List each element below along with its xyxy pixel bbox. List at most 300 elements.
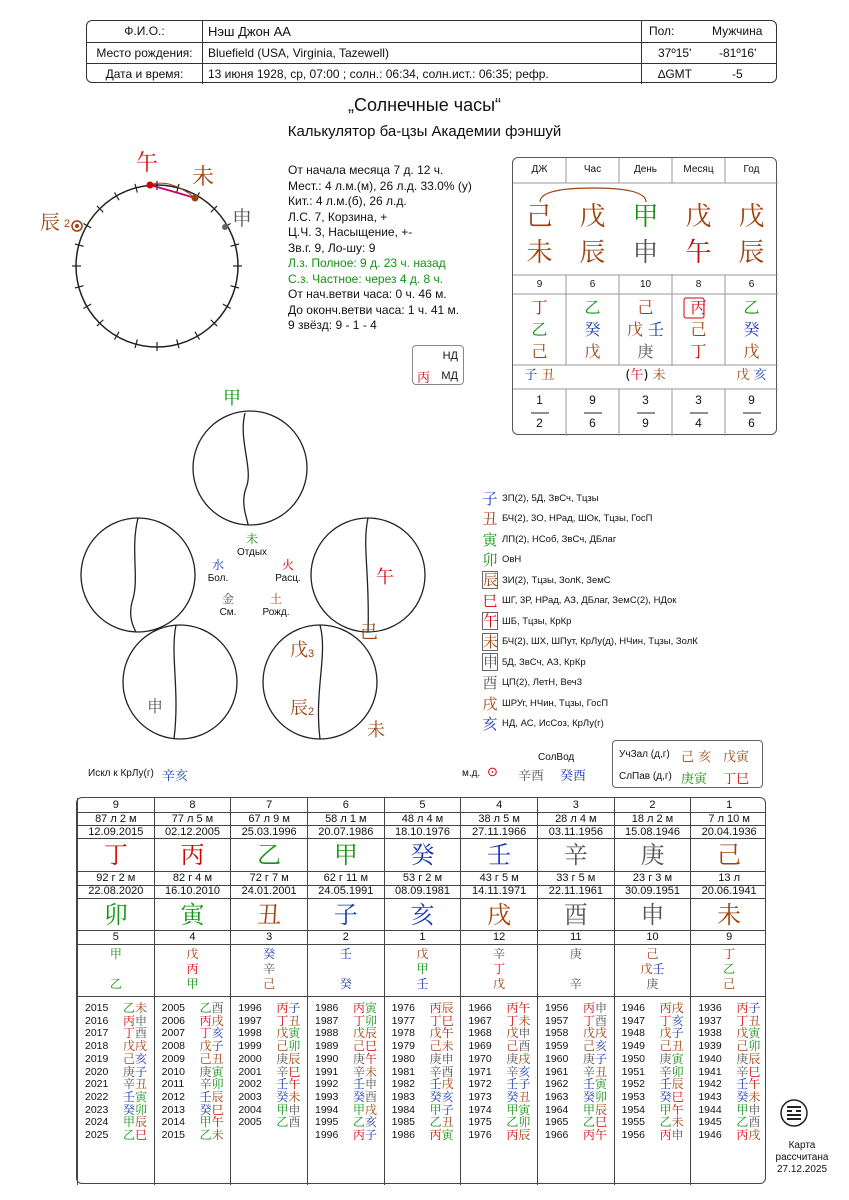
luck-year-glyphs: 丙辰 (429, 1001, 454, 1015)
legend-row (482, 632, 698, 653)
luck-hidden-stem: 丁 (493, 962, 506, 976)
footer-note: Карта рассчитана 27.12.2025 (775, 1140, 829, 1175)
luck-year-glyphs: 甲寅 (506, 1102, 531, 1117)
fio-label: Ф.И.О.: (124, 24, 165, 38)
luck-year: 1996 (238, 1002, 262, 1014)
pillar-stem: 己 (526, 202, 553, 232)
luck-year: 1967 (468, 1014, 492, 1027)
luck-year-glyphs: 丙寅 (429, 1128, 454, 1142)
luck-year-glyphs: 戊戌 (583, 1026, 608, 1041)
luck-stem: 丁 (103, 841, 128, 869)
luck-year-glyphs: 丁酉 (583, 1013, 608, 1028)
fraction-bottom: 2 (536, 416, 543, 430)
luck-year-glyphs: 丁丑 (736, 1013, 761, 1028)
solvod-glyphs2: 癸酉 (560, 769, 587, 784)
legend-row (482, 652, 698, 673)
luck-hidden-stem: 己 (723, 977, 736, 991)
luck-year: 1954 (621, 1103, 646, 1116)
five-br-sub2: 2 (308, 706, 315, 718)
info-block (288, 163, 472, 334)
luck-index: 9 (112, 799, 119, 811)
luck-date-branch: 22.11.1961 (548, 885, 603, 897)
luck-year-glyphs: 丙辰 (506, 1128, 531, 1142)
luck-year: 1985 (391, 1116, 416, 1129)
luck-year-glyphs: 己卯 (276, 1039, 301, 1054)
luck-year: 1986 (391, 1129, 416, 1141)
luck-year: 2019 (85, 1052, 109, 1065)
luck-year: 1995 (315, 1116, 339, 1129)
luck-year: 1980 (391, 1052, 416, 1065)
branch-legend (482, 488, 698, 734)
luck-branch: 申 (640, 901, 665, 929)
luck-year-glyphs: 乙巳 (123, 1128, 148, 1142)
luck-year-glyphs: 庚申 (429, 1051, 454, 1066)
luck-stem: 辛 (563, 841, 588, 869)
luck-branch-number: 10 (646, 931, 659, 943)
luck-year: 1937 (698, 1014, 722, 1027)
luck-year-glyphs: 己亥 (583, 1039, 608, 1054)
luck-branch-number: 12 (493, 931, 506, 943)
luck-year-glyphs: 丙申 (583, 1001, 608, 1015)
pillar-hidden-stem: 乙 (743, 298, 760, 317)
clock-top-glyph: 午 (136, 151, 159, 176)
luck-column (614, 798, 691, 1185)
luck-year: 1965 (545, 1116, 569, 1129)
luck-age-start: 18 л 2 м (631, 813, 674, 825)
luck-year-glyphs: 丙子 (276, 1001, 301, 1015)
luck-year: 1975 (468, 1116, 492, 1129)
info-line: Зв.г. 9, Ло-шу: 9 (288, 240, 376, 255)
luck-year: 2000 (238, 1052, 262, 1065)
luck-hidden-stem: 戊 (493, 977, 506, 991)
luck-index: 6 (342, 799, 349, 811)
luck-year: 2002 (238, 1078, 262, 1091)
pillar-hidden-stem: 癸 (743, 320, 760, 339)
luck-year-glyphs: 癸卯 (123, 1102, 148, 1117)
luck-branch: 卯 (103, 901, 128, 929)
luck-hidden-stem: 丙 (186, 962, 199, 976)
luck-year-glyphs: 乙未 (123, 1001, 148, 1015)
info-line: От начала месяца 7 д. 12 ч. (288, 163, 444, 177)
luck-hidden-stem: 乙 (109, 977, 122, 991)
pillar-number: 10 (639, 279, 652, 290)
luck-year-glyphs: 癸酉 (353, 1089, 378, 1104)
luck-year: 1966 (468, 1002, 492, 1014)
luck-hidden-stem: 戊壬 (640, 962, 665, 976)
luck-year: 1938 (698, 1027, 722, 1040)
legend-glyph: 亥 (482, 715, 498, 734)
info-line: До оконч.ветви часа: 1 ч. 41 м. (288, 302, 460, 317)
five-outer-br: 未 (367, 720, 385, 741)
luck-branch-number: 2 (342, 931, 349, 943)
luck-year: 1943 (698, 1090, 722, 1103)
luck-year-glyphs: 乙未 (659, 1115, 684, 1130)
luck-date-branch: 24.01.2001 (241, 885, 297, 897)
luck-year-glyphs: 乙未 (199, 1128, 224, 1142)
info-line: Л.з. Полное: 9 д. 23 ч. назад (288, 256, 446, 270)
pillar-hidden-stem: 己 (637, 298, 654, 317)
luck-index: 4 (496, 799, 503, 811)
luck-year-glyphs: 庚寅 (659, 1051, 684, 1066)
pillar-number: 6 (748, 279, 755, 290)
pillar-hidden-stem: 己 (531, 342, 548, 361)
luck-age-start: 67 л 9 м (248, 813, 290, 825)
clock-left-sub: 2 (64, 218, 71, 230)
pillar-header: День (633, 164, 658, 175)
luck-year-glyphs: 甲戌 (353, 1102, 378, 1117)
datetime-label: Дата и время: (105, 67, 184, 81)
luck-hidden-stem: 庚 (646, 977, 659, 991)
luck-year-glyphs: 甲申 (736, 1102, 761, 1117)
luck-date-start: 12.09.2015 (88, 826, 144, 838)
luck-year-glyphs: 丁亥 (659, 1013, 684, 1028)
luck-year-glyphs: 戊寅 (736, 1026, 761, 1041)
luck-year: 1963 (545, 1090, 569, 1103)
luck-year-glyphs: 戊子 (659, 1026, 684, 1041)
luck-year: 1988 (315, 1027, 339, 1040)
pillar-header: Час (583, 164, 602, 175)
luck-hidden-stem: 乙 (723, 962, 736, 976)
luck-year-glyphs: 丁丑 (276, 1013, 301, 1028)
luck-stem: 壬 (487, 841, 512, 869)
luck-year: 1977 (391, 1014, 416, 1027)
legend-glyph: 巳 (482, 592, 498, 611)
luck-year-glyphs: 甲午 (199, 1115, 224, 1130)
luck-year-glyphs: 己丑 (199, 1051, 224, 1066)
luck-year-glyphs: 丙申 (123, 1013, 148, 1028)
legend-glyph: 未 (483, 632, 499, 651)
luck-stem: 癸 (410, 841, 435, 869)
pillar-number: 6 (589, 279, 596, 290)
pillar-hidden-stem: 乙 (531, 320, 548, 339)
luck-pillars-table (76, 797, 766, 1184)
luck-date-start: 03.11.1956 (548, 826, 603, 838)
luck-age-branch: 92 г 2 м (96, 872, 136, 884)
luck-year: 1952 (621, 1078, 646, 1091)
md-glyph: 丙 (417, 371, 431, 386)
legend-text: НД, АС, ИсСоз, КрЛу(г) (502, 718, 604, 730)
luck-index: 1 (726, 799, 733, 811)
luck-year: 1987 (315, 1014, 339, 1027)
luck-year-glyphs: 己丑 (659, 1039, 684, 1054)
legend-row (482, 611, 698, 632)
luck-year-glyphs: 庚寅 (199, 1064, 224, 1079)
legend-text: БЧ(2), 3О, НРад, ШОк, Тцзы, ГосП (502, 513, 653, 525)
info-line: Л.С. 7, Корзина, + (288, 209, 388, 224)
luck-date-start: 18.10.1976 (394, 826, 451, 838)
luck-year: 2011 (161, 1078, 185, 1091)
luck-year-glyphs: 癸未 (736, 1089, 761, 1104)
luck-year: 2012 (161, 1090, 186, 1103)
legend-glyph: 子 (482, 489, 498, 508)
legend-text: ШГ, 3Р, НРад, АЗ, ДБлаг, ЗемС(2), НДок (502, 595, 677, 607)
fio-value: Нэш Джон АА (208, 24, 291, 39)
sun-symbol-icon: ⊙ (487, 764, 498, 779)
luck-year: 1972 (468, 1078, 492, 1091)
luck-year: 1964 (545, 1103, 569, 1116)
luck-year: 2009 (161, 1052, 186, 1065)
luck-index: 3 (572, 799, 579, 811)
iskl-glyphs: 辛亥 (162, 769, 189, 784)
luck-stem: 己 (717, 841, 742, 869)
legend-text: ЗП(2), 5Д, ЗвСч, Тцзы (502, 492, 599, 504)
luck-year: 2013 (161, 1103, 186, 1116)
luck-date-start: 20.07.1986 (318, 826, 374, 838)
luck-year: 2005 (161, 1002, 186, 1014)
luck-date-branch: 22.08.2020 (88, 885, 144, 897)
luck-year-glyphs: 己未 (429, 1039, 454, 1054)
legend-row (482, 550, 698, 571)
luck-year-glyphs: 辛卯 (659, 1064, 684, 1079)
marker-wu (147, 182, 154, 189)
luck-date-branch: 24.05.1991 (318, 885, 374, 897)
luck-column (307, 798, 384, 1185)
longitude: -81º16' (719, 46, 757, 60)
luck-column (154, 798, 231, 1185)
circle-top-line (243, 413, 248, 525)
luck-year-glyphs: 壬寅 (583, 1077, 608, 1092)
luck-hidden-stem: 戊 (416, 947, 429, 961)
pillar-header: ДЖ (531, 164, 548, 175)
pillar-header: Год (743, 164, 760, 175)
pillar-stem: 甲 (632, 202, 659, 232)
luck-index: 5 (419, 799, 426, 811)
luck-year-glyphs: 癸亥 (429, 1089, 454, 1104)
luck-year: 1940 (698, 1052, 722, 1065)
luck-branch: 未 (717, 901, 742, 929)
luck-year-glyphs: 壬午 (736, 1077, 761, 1092)
luck-age-start: 7 л 10 м (708, 813, 750, 825)
place-value: Bluefield (USA, Virginia, Tazewell) (208, 46, 389, 60)
luck-year-glyphs: 丙戌 (659, 1001, 684, 1015)
trigram-icon (779, 1098, 809, 1128)
luck-year: 2024 (85, 1116, 109, 1129)
fraction-top: 9 (589, 393, 596, 407)
luck-year: 1959 (545, 1040, 569, 1053)
luck-year: 2010 (161, 1065, 186, 1078)
page-subtitle: Калькулятор ба-цзы Академии фэншуй (287, 123, 562, 140)
luck-branch: 亥 (410, 901, 435, 929)
luck-year-glyphs: 壬寅 (123, 1089, 148, 1104)
five-bl-glyph: 申 (147, 697, 164, 716)
luck-year: 1973 (468, 1090, 492, 1103)
sex-label: Пол: (649, 24, 675, 38)
pillar-hidden-stem: 丙 (690, 298, 707, 317)
luck-year-glyphs: 辛巳 (276, 1064, 301, 1079)
luck-hidden-stem: 癸 (263, 947, 276, 961)
luck-year: 2022 (85, 1090, 109, 1103)
info-line: От нач.ветви часа: 0 ч. 46 м. (288, 287, 447, 301)
luck-year: 1961 (545, 1065, 569, 1078)
luck-year: 1989 (315, 1040, 339, 1053)
luck-year-glyphs: 壬申 (353, 1077, 378, 1092)
circle-bottomleft (123, 625, 237, 739)
luck-age-branch: 33 г 5 м (556, 872, 596, 884)
legend-text: ЦП(2), ЛетН, Веч3 (502, 677, 582, 689)
fraction-bottom: 9 (642, 416, 649, 430)
luck-hidden-stem: 癸 (339, 977, 352, 991)
luck-year-glyphs: 庚辰 (276, 1051, 301, 1066)
pillar-number: 8 (695, 279, 702, 290)
five-br-sub1: 3 (308, 648, 315, 660)
luck-year-glyphs: 辛酉 (429, 1064, 454, 1079)
info-line: Ц.Ч. 3, Насыщение, +- (288, 225, 413, 239)
circle-left-line (131, 518, 138, 632)
legend-row (482, 529, 698, 550)
legend-row (482, 714, 698, 735)
luck-year: 1960 (545, 1052, 569, 1065)
luck-year: 1949 (621, 1040, 646, 1053)
legend-glyph: 辰 (483, 571, 499, 590)
luck-year: 1941 (698, 1065, 722, 1078)
luck-year: 1982 (391, 1078, 416, 1091)
pillar-hidden-stem: 庚 (637, 342, 654, 361)
luck-year: 1953 (621, 1090, 646, 1103)
luck-hidden-stem: 丁 (723, 947, 736, 961)
solvod-glyphs1: 辛酉 (518, 769, 545, 784)
luck-year: 1950 (621, 1052, 646, 1065)
luck-year: 2007 (161, 1027, 186, 1040)
pillar-hidden-stem: 丁 (690, 342, 707, 361)
fraction-top: 9 (748, 393, 755, 407)
luck-hidden-stem: 戊 (186, 947, 199, 961)
luck-year-glyphs: 甲辰 (583, 1102, 608, 1117)
legend-text: ЗИ(2), Тцзы, ЗолК, ЗемС (502, 574, 611, 586)
luck-year: 1976 (391, 1002, 416, 1014)
luck-age-start: 58 л 1 м (325, 813, 367, 825)
luck-age-start: 87 л 2 м (95, 813, 137, 825)
luck-year-glyphs: 壬子 (506, 1077, 531, 1092)
luck-year-glyphs: 辛巳 (736, 1064, 761, 1079)
luck-year-glyphs: 己亥 (123, 1051, 148, 1066)
luck-age-branch: 13 л (718, 872, 741, 884)
luck-year: 1946 (698, 1129, 722, 1141)
luck-year-glyphs: 甲午 (659, 1102, 684, 1117)
luck-year: 1984 (391, 1103, 416, 1116)
legend-glyph: 午 (483, 612, 499, 631)
luck-age-branch: 62 г 11 м (323, 872, 369, 884)
pillar-extra: (午) 未 (625, 368, 666, 383)
luck-year-glyphs: 甲辰 (123, 1115, 148, 1130)
legend-row (482, 591, 698, 612)
luck-age-branch: 82 г 4 м (172, 872, 213, 884)
luck-year-glyphs: 丙午 (506, 1001, 531, 1015)
luck-year: 1996 (315, 1129, 339, 1141)
legend-row (482, 509, 698, 530)
luck-date-branch: 20.06.1941 (701, 885, 757, 897)
luck-index: 2 (649, 799, 656, 811)
gmt-label: ∆GMT (658, 67, 693, 81)
luck-date-start: 25.03.1996 (241, 826, 297, 838)
luck-year: 2005 (238, 1116, 262, 1129)
luck-year: 1962 (545, 1078, 569, 1091)
luck-index: 8 (189, 799, 196, 811)
luck-year-glyphs: 丁卯 (353, 1013, 378, 1028)
luck-index: 7 (266, 799, 273, 811)
luck-year: 1981 (391, 1065, 416, 1078)
luck-year: 1947 (621, 1014, 646, 1027)
luck-year-glyphs: 庚戌 (506, 1051, 531, 1066)
latitude: 37º15' (658, 46, 692, 60)
luck-branch-number: 11 (570, 931, 582, 943)
luck-year-glyphs: 辛未 (353, 1064, 378, 1079)
luck-date-start: 20.04.1936 (701, 826, 757, 838)
five-br-glyph2: 辰 (290, 698, 308, 719)
luck-year: 2021 (85, 1078, 109, 1091)
luck-year-glyphs: 己巳 (353, 1039, 378, 1054)
nd-label: НД (442, 350, 458, 362)
luck-year: 1957 (545, 1014, 569, 1027)
luck-year-glyphs: 庚辰 (736, 1051, 761, 1066)
luck-year: 1997 (238, 1014, 262, 1027)
luck-age-branch: 43 г 5 м (479, 872, 519, 884)
info-line: Кит.: 4 л.м.(б), 26 л.д. (288, 194, 407, 208)
luck-year-glyphs: 丁亥 (199, 1026, 224, 1041)
luck-stem: 乙 (257, 841, 282, 869)
luck-year: 2017 (85, 1027, 109, 1040)
uch-box: УчЗал (д,г) 己 亥 戊寅 СлПав (д,г) 庚寅 丁巳 (612, 740, 763, 788)
legend-text: ЛП(2), НСоб, ЗвСч, ДБлаг (502, 533, 617, 545)
luck-age-start: 38 л 5 м (478, 813, 520, 825)
luck-year: 1983 (391, 1090, 416, 1103)
clock-right-glyph: 申 (232, 206, 252, 230)
luck-year: 1992 (315, 1078, 339, 1091)
legend-text: БЧ(2), ШХ, ШПут, КрЛу(д), НЧин, Тцзы, ЗолК (502, 636, 698, 648)
pillar-stem: 戊 (738, 202, 765, 232)
luck-stem: 甲 (333, 841, 358, 869)
luck-branch: 酉 (563, 901, 588, 929)
luck-column (230, 798, 307, 1185)
luck-year-glyphs: 戊申 (506, 1026, 531, 1041)
five-top-glyph: 甲 (223, 388, 241, 409)
luck-year-glyphs: 壬辰 (199, 1089, 224, 1104)
five-center-bl: 金 См. (219, 592, 237, 618)
legend-row (482, 693, 698, 714)
luck-year-glyphs: 丁巳 (429, 1013, 454, 1028)
luck-year-glyphs: 壬戌 (429, 1077, 454, 1092)
luck-year-glyphs: 丙戌 (199, 1013, 224, 1028)
luck-branch-number: 5 (112, 931, 119, 943)
pillar-number: 9 (536, 279, 543, 290)
luck-year-glyphs: 癸未 (276, 1089, 301, 1104)
luck-year: 1958 (545, 1027, 569, 1040)
legend-row (482, 673, 698, 694)
pillar-branch: 申 (632, 238, 659, 268)
luck-year-glyphs: 乙酉 (276, 1115, 301, 1130)
luck-year: 2015 (161, 1129, 186, 1141)
luck-hidden-stem: 壬 (416, 977, 429, 991)
luck-year: 1948 (621, 1027, 646, 1040)
legend-glyph: 戌 (482, 694, 498, 713)
legend-glyph: 寅 (482, 530, 498, 549)
luck-date-start: 15.08.1946 (624, 826, 681, 838)
luck-year: 1951 (621, 1065, 646, 1078)
five-br-glyph1: 戊 (290, 640, 308, 661)
sex-value: Мужчина (712, 24, 763, 38)
luck-year-glyphs: 乙卯 (506, 1115, 531, 1130)
luck-age-branch: 72 г 7 м (249, 872, 289, 884)
circle-top (193, 411, 307, 525)
luck-year-glyphs: 辛卯 (199, 1077, 224, 1092)
luck-year: 1946 (621, 1002, 646, 1014)
luck-year-glyphs: 己酉 (506, 1039, 531, 1054)
luck-year-glyphs: 丙寅 (353, 1001, 378, 1015)
luck-year-glyphs: 丁酉 (123, 1026, 148, 1041)
luck-year-glyphs: 己卯 (736, 1039, 761, 1054)
luck-hidden-stem: 甲 (416, 962, 429, 976)
info-line: 9 звёзд: 9 - 1 - 4 (288, 318, 377, 332)
luck-year-glyphs: 丙子 (353, 1128, 378, 1142)
